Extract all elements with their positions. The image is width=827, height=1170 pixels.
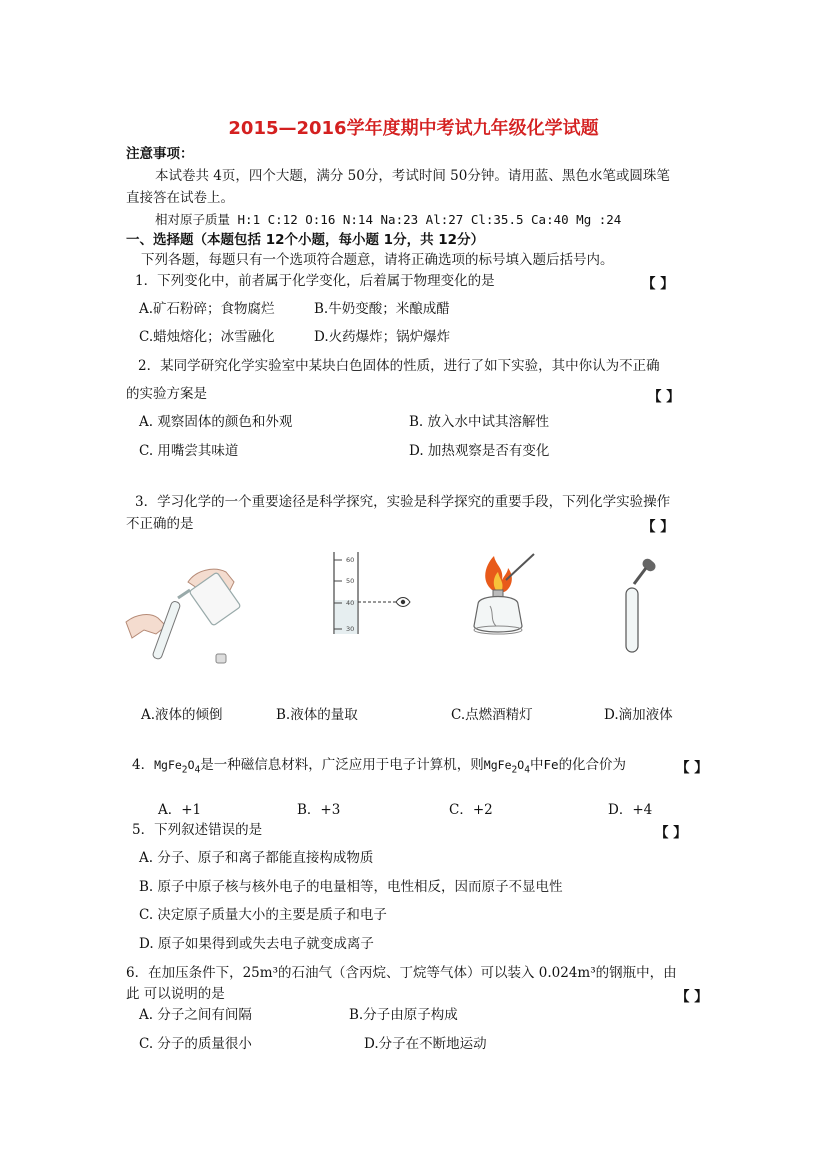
q3-answer-bracket[interactable]: 【 】 (642, 519, 674, 535)
section-heading: 一、选择题（本题包括 12个小题，每小题 1分，共 12分） (126, 232, 485, 248)
section-instruction: 下列各题，每题只有一个选项符合题意，请将正确选项的标号填入题后括号内。 (141, 252, 614, 268)
match-stick-icon (506, 554, 534, 580)
q4-text-1: 是一种磁信息材料，广泛应用于电子计算机，则 (200, 757, 484, 773)
q6-option-c: C. 分子的质量很小 (139, 1036, 252, 1052)
q5-answer-bracket[interactable]: 【 】 (655, 825, 687, 841)
q6-option-d: D.分子在不断地运动 (364, 1036, 487, 1052)
cylinder-tick-40: 40 (346, 599, 355, 607)
q4-formula-2: $MgFe_2O_4$ (483, 758, 530, 776)
cylinder-tick-50: 50 (346, 577, 355, 585)
q3-stem-line-1: 3．学习化学的一个重要途径是科学探究，实验是科学探究的重要手段，下列化学实验操作 (135, 494, 671, 510)
q4-text-3: 的化合价为 (558, 757, 627, 773)
atomic-masses: 相对原子质量 H:1 C:12 O:16 N:14 Na:23 Al:27 Cl:35.5 Ca:40 Mg :24 (155, 212, 622, 227)
dropper-tube-icon (634, 568, 646, 584)
q2-answer-bracket[interactable]: 【 】 (648, 389, 680, 405)
cylinder-tick-30: 30 (346, 625, 355, 633)
alcohol-lamp-figure (460, 550, 540, 640)
cylinder-tick-60: 60 (346, 556, 355, 564)
q5-stem: 5．下列叙述错误的是 (132, 822, 263, 838)
q4-option-b: B．+3 (297, 802, 341, 818)
q4-answer-bracket[interactable]: 【 】 (676, 760, 708, 776)
q4-number: 4． (132, 757, 155, 773)
pouring-liquid-figure (126, 560, 246, 670)
q1-stem: 1．下列变化中，前者属于化学变化，后着属于物理变化的是 (135, 273, 495, 289)
receiving-test-tube-icon (626, 588, 638, 652)
q1-option-a: A.矿石粉碎；食物腐烂 (139, 301, 275, 317)
q3-option-a: A.液体的倾倒 (141, 707, 223, 723)
q6-stem-line-2: 此 可以说明的是 (126, 986, 225, 1002)
q2-option-d: D. 加热观察是否有变化 (409, 443, 550, 459)
exam-title: 2015—2016学年度期中考试九年级化学试题 (228, 118, 599, 139)
q5-option-b: B. 原子中原子核与核外电子的电量相等，电性相反，因而原子不显电性 (139, 879, 563, 895)
q5-option-c: C. 决定原子质量大小的主要是质子和电子 (139, 907, 387, 923)
q4-formula-1: $MgFe_2O_4$ (154, 758, 201, 776)
q4-option-c: C．+2 (449, 802, 493, 818)
q4-option-d: D．+4 (608, 802, 653, 818)
q4-option-a: A．+1 (158, 802, 202, 818)
q5-option-d: D. 原子如果得到或失去电子就变成离子 (139, 936, 374, 952)
q4-text-2: 中 (530, 757, 544, 773)
notice-heading: 注意事项： (126, 146, 194, 162)
notice-line-1: 本试卷共 4页，四个大题，满分 50分，考试时间 50分钟。请用蓝、黑色水笔或圆珠笔 (155, 168, 670, 184)
q1-answer-bracket[interactable]: 【 】 (642, 276, 674, 292)
q2-stem-line-2: 的实验方案是 (126, 386, 207, 402)
q4-stem (132, 756, 626, 779)
q3-option-b: B.液体的量取 (276, 707, 358, 723)
q4-fe: Fe (543, 757, 559, 772)
dropper-figure (614, 560, 664, 660)
measuring-cylinder-figure (326, 550, 426, 640)
q6-option-a: A. 分子之间有间隔 (139, 1007, 252, 1023)
q1-option-d: D.火药爆炸；锅炉爆炸 (314, 329, 451, 345)
q3-option-c: C.点燃酒精灯 (451, 707, 533, 723)
q5-option-a: A. 分子、原子和离子都能直接构成物质 (139, 850, 374, 866)
q3-option-d: D.滴加液体 (604, 707, 673, 723)
q6-answer-bracket[interactable]: 【 】 (676, 989, 708, 1005)
bottle-stopper-icon (216, 654, 226, 663)
q1-option-c: C.蜡烛熔化；冰雪融化 (139, 329, 275, 345)
q1-option-b: B.牛奶变酸；米酿成醋 (314, 301, 450, 317)
q2-option-b: B. 放入水中试其溶解性 (409, 414, 550, 430)
q2-option-a: A. 观察固体的颜色和外观 (139, 414, 293, 430)
q3-stem-line-2: 不正确的是 (126, 516, 194, 532)
q2-stem-line-1: 2．某同学研究化学实验室中某块白色固体的性质，进行了如下实验，其中你认为不正确 (138, 358, 660, 374)
notice-line-2: 直接答在试卷上。 (126, 190, 234, 206)
q2-option-c: C. 用嘴尝其味道 (139, 443, 239, 459)
q6-stem-line-1: 6．在加压条件下，25m³的石油气（含丙烷、丁烷等气体）可以装入 0.024m³的钢瓶中，由 (126, 965, 677, 981)
q6-option-b: B.分子由原子构成 (349, 1007, 458, 1023)
